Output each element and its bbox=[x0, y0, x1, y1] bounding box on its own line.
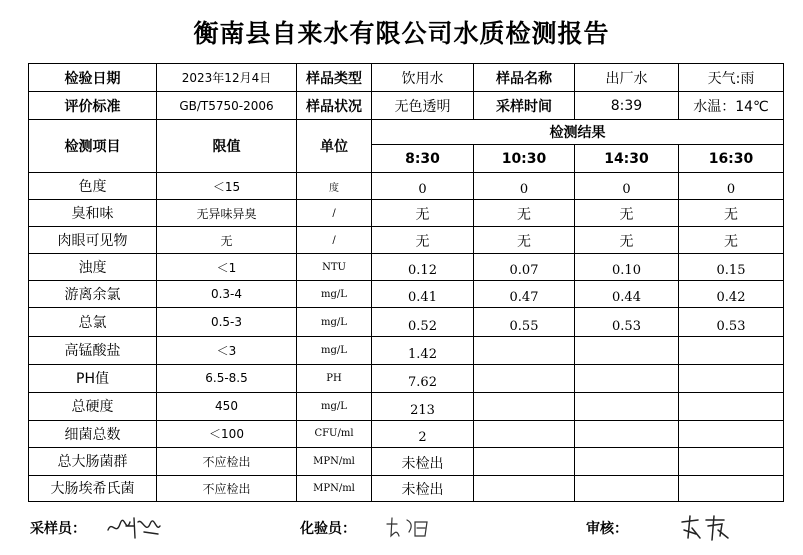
reviewer-signature bbox=[678, 512, 733, 544]
limit-value: ＜100 bbox=[157, 420, 297, 447]
unit-value: MPN/ml bbox=[297, 475, 372, 501]
result-value: 0 bbox=[474, 173, 575, 200]
unit-value: CFU/ml bbox=[297, 420, 372, 447]
limit-value: 不应检出 bbox=[157, 447, 297, 475]
result-value bbox=[679, 475, 784, 501]
table-row bbox=[29, 392, 784, 420]
item-name: 细菌总数 bbox=[29, 420, 157, 447]
item-name: 总硬度 bbox=[29, 392, 157, 420]
result-value bbox=[474, 447, 575, 475]
result-value: 无 bbox=[474, 227, 575, 254]
result-value bbox=[575, 392, 679, 420]
standard-value: GB/T5750-2006 bbox=[157, 92, 297, 120]
water-temp-value: 水温：14℃ bbox=[679, 92, 784, 120]
result-value bbox=[575, 420, 679, 447]
result-value: 0.53 bbox=[679, 308, 784, 336]
table-row bbox=[29, 227, 784, 254]
limit-value: 0.5-3 bbox=[157, 308, 297, 336]
time-header: 16:30 bbox=[679, 145, 784, 173]
result-value: 无 bbox=[575, 200, 679, 227]
result-value: 0.12 bbox=[372, 254, 474, 281]
water-quality-table bbox=[28, 63, 784, 502]
result-value: 0.52 bbox=[372, 308, 474, 336]
result-value: 2 bbox=[372, 420, 474, 447]
table-row bbox=[29, 200, 784, 227]
table-row bbox=[29, 364, 784, 392]
result-value: 0.07 bbox=[474, 254, 575, 281]
time-header: 8:30 bbox=[372, 145, 474, 173]
item-name: 游离余氯 bbox=[29, 281, 157, 308]
limit-value: 450 bbox=[157, 392, 297, 420]
item-name: 高锰酸盐 bbox=[29, 336, 157, 364]
sample-state-label: 样品状况 bbox=[297, 92, 372, 120]
limit-value: ＜3 bbox=[157, 336, 297, 364]
table-row bbox=[29, 254, 784, 281]
result-value: 无 bbox=[474, 200, 575, 227]
table-row bbox=[29, 281, 784, 308]
sample-type-value: 饮用水 bbox=[372, 64, 474, 92]
result-value bbox=[575, 475, 679, 501]
table-row bbox=[29, 336, 784, 364]
result-value: 0.47 bbox=[474, 281, 575, 308]
result-value: 0.10 bbox=[575, 254, 679, 281]
time-header: 14:30 bbox=[575, 145, 679, 173]
result-value bbox=[474, 392, 575, 420]
result-value: 1.42 bbox=[372, 336, 474, 364]
limit-value: ＜15 bbox=[157, 173, 297, 200]
sample-time-label: 采样时间 bbox=[474, 92, 575, 120]
result-value bbox=[679, 447, 784, 475]
result-value bbox=[474, 420, 575, 447]
item-name: 大肠埃希氏菌 bbox=[29, 475, 157, 501]
result-value bbox=[575, 336, 679, 364]
result-value: 0.53 bbox=[575, 308, 679, 336]
header-row-1 bbox=[29, 64, 784, 92]
result-value: 未检出 bbox=[372, 447, 474, 475]
inspect-date-value: 2023年12月4日 bbox=[157, 64, 297, 92]
sampler-label: 采样员： bbox=[30, 521, 86, 537]
unit-value: MPN/ml bbox=[297, 447, 372, 475]
table-row bbox=[29, 475, 784, 501]
result-value: 0 bbox=[575, 173, 679, 200]
tester-label: 化验员： bbox=[300, 521, 356, 537]
result-value: 无 bbox=[372, 200, 474, 227]
result-value: 0.44 bbox=[575, 281, 679, 308]
tester-signature bbox=[383, 512, 433, 542]
col-header-item: 检测项目 bbox=[29, 120, 157, 173]
reviewer-label: 审核： bbox=[586, 521, 628, 537]
inspect-date-label: 检验日期 bbox=[29, 64, 157, 92]
col-header-unit: 单位 bbox=[297, 120, 372, 173]
col-header-results: 检测结果 bbox=[372, 120, 784, 145]
table-row bbox=[29, 447, 784, 475]
header-row-2 bbox=[29, 92, 784, 120]
unit-value: mg/L bbox=[297, 281, 372, 308]
unit-value: mg/L bbox=[297, 392, 372, 420]
item-name: PH值 bbox=[29, 364, 157, 392]
limit-value: 不应检出 bbox=[157, 475, 297, 501]
item-name: 色度 bbox=[29, 173, 157, 200]
item-name: 总氯 bbox=[29, 308, 157, 336]
unit-value: 度 bbox=[297, 173, 372, 200]
col-header-limit: 限值 bbox=[157, 120, 297, 173]
result-value: 无 bbox=[575, 227, 679, 254]
result-value: 0.41 bbox=[372, 281, 474, 308]
result-value: 7.62 bbox=[372, 364, 474, 392]
sample-time-value: 8:39 bbox=[575, 92, 679, 120]
result-value bbox=[679, 420, 784, 447]
result-value: 0.15 bbox=[679, 254, 784, 281]
result-value: 213 bbox=[372, 392, 474, 420]
unit-value: mg/L bbox=[297, 308, 372, 336]
sample-name-value: 出厂水 bbox=[575, 64, 679, 92]
result-value bbox=[474, 336, 575, 364]
report-title: 衡南县自来水有限公司水质检测报告 bbox=[193, 19, 610, 48]
result-value: 无 bbox=[679, 227, 784, 254]
item-name: 浊度 bbox=[29, 254, 157, 281]
time-header: 10:30 bbox=[474, 145, 575, 173]
sampler-signature bbox=[104, 512, 164, 542]
result-value bbox=[474, 364, 575, 392]
limit-value: 无 bbox=[157, 227, 297, 254]
unit-value: / bbox=[297, 227, 372, 254]
table-row bbox=[29, 420, 784, 447]
item-name: 肉眼可见物 bbox=[29, 227, 157, 254]
limit-value: ＜1 bbox=[157, 254, 297, 281]
column-header-row-1 bbox=[29, 120, 784, 145]
item-name: 总大肠菌群 bbox=[29, 447, 157, 475]
unit-value: NTU bbox=[297, 254, 372, 281]
result-value: 0.42 bbox=[679, 281, 784, 308]
result-value: 未检出 bbox=[372, 475, 474, 501]
weather-value: 天气:雨 bbox=[679, 64, 784, 92]
result-value bbox=[575, 364, 679, 392]
result-value: 0 bbox=[679, 173, 784, 200]
result-value bbox=[679, 364, 784, 392]
sample-state-value: 无色透明 bbox=[372, 92, 474, 120]
sample-name-label: 样品名称 bbox=[474, 64, 575, 92]
standard-label: 评价标准 bbox=[29, 92, 157, 120]
limit-value: 0.3-4 bbox=[157, 281, 297, 308]
result-value bbox=[474, 475, 575, 501]
item-name: 臭和味 bbox=[29, 200, 157, 227]
result-value: 0.55 bbox=[474, 308, 575, 336]
unit-value: PH bbox=[297, 364, 372, 392]
result-value: 无 bbox=[679, 200, 784, 227]
result-value bbox=[679, 336, 784, 364]
limit-value: 6.5-8.5 bbox=[157, 364, 297, 392]
result-value bbox=[679, 392, 784, 420]
result-value bbox=[575, 447, 679, 475]
table-row bbox=[29, 173, 784, 200]
unit-value: / bbox=[297, 200, 372, 227]
result-value: 0 bbox=[372, 173, 474, 200]
sample-type-label: 样品类型 bbox=[297, 64, 372, 92]
table-row bbox=[29, 308, 784, 336]
limit-value: 无异味异臭 bbox=[157, 200, 297, 227]
unit-value: mg/L bbox=[297, 336, 372, 364]
result-value: 无 bbox=[372, 227, 474, 254]
